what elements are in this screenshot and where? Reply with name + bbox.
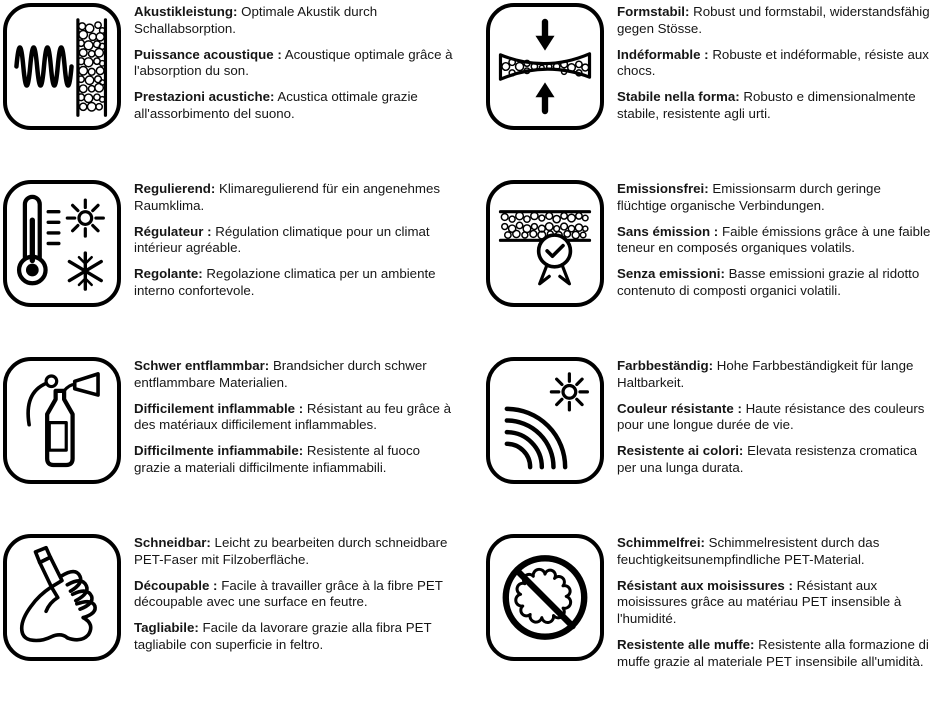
thermometer-sun-snowflake-icon	[9, 186, 115, 301]
feature-text-block	[617, 181, 933, 309]
feature-description-it: Robusto e dimensionalmente stabile, resistente agli urti.	[617, 89, 916, 121]
feature-label-it: Tagliabile:	[134, 620, 199, 636]
feature-description-de: Optimale Akustik durch Schallabsorption.	[134, 4, 378, 36]
feature-label-de: Schneidbar:	[134, 535, 211, 550]
feature-paragraph-it	[617, 266, 933, 300]
icon-tile	[486, 357, 604, 484]
feature-card-emission-free	[471, 180, 936, 357]
feature-description-de: Hohe Farbbeständigkeit für lange Haltbarkeit.	[617, 358, 914, 390]
icon-tile	[486, 3, 604, 130]
fire-extinguisher-icon	[9, 363, 115, 478]
feature-text-block	[617, 358, 933, 486]
feature-label-de: Schwer entflammbar:	[134, 358, 270, 373]
feature-paragraph-it	[617, 637, 933, 671]
feature-paragraph-fr	[134, 578, 456, 612]
feature-description-fr: Haute résistance des couleurs pour une longue durée de vie.	[617, 400, 925, 433]
feature-paragraph-fr	[617, 401, 933, 435]
icon-tile	[3, 3, 121, 130]
feature-description-de: Brandsicher durch schwer entflammbare Materialien.	[134, 358, 427, 390]
feature-paragraph-fr	[134, 47, 456, 81]
compression-arrows-icon	[492, 9, 598, 124]
feature-label-de: Akustikleistung:	[134, 4, 238, 19]
feature-paragraph-de	[134, 358, 456, 392]
feature-text-block	[134, 181, 456, 309]
feature-paragraph-it	[134, 266, 456, 300]
icon-tile	[3, 357, 121, 484]
feature-label-de: Regulierend:	[134, 181, 216, 196]
feature-paragraph-de	[617, 4, 933, 38]
feature-label-it: Senza emissioni:	[617, 266, 725, 282]
feature-description-fr: Résistant aux moisissures grâce au matériau PET insensible à l'humidité.	[617, 577, 902, 627]
feature-label-it: Prestazioni acustiche:	[134, 89, 275, 105]
feature-label-fr: Puissance acoustique :	[134, 46, 282, 62]
rainbow-sun-icon	[492, 363, 598, 478]
feature-description-de: Emissionsarm durch geringe flüchtige organische Verbindungen.	[617, 181, 881, 213]
feature-description-it: Elevata resistenza cromatica per una lunga durata.	[617, 443, 918, 475]
feature-card-climate-regulating	[3, 180, 471, 357]
feature-paragraph-fr	[617, 224, 933, 258]
feature-label-it: Stabile nella forma:	[617, 89, 740, 105]
feature-label-fr: Résistant aux moisissures :	[617, 577, 793, 593]
feature-description-de: Leicht zu bearbeiten durch schneidbare PET-Faser mit Filzoberfläche.	[134, 535, 448, 567]
feature-label-de: Formstabil:	[617, 4, 690, 19]
feature-paragraph-it	[134, 443, 456, 477]
feature-text-block	[134, 358, 456, 486]
feature-paragraph-fr	[617, 578, 933, 628]
feature-paragraph-de	[134, 181, 456, 215]
feature-paragraph-fr	[134, 224, 456, 258]
hand-cutter-icon	[9, 540, 115, 655]
feature-paragraph-de	[617, 181, 933, 215]
feature-paragraph-fr	[134, 401, 456, 435]
feature-text-block	[134, 4, 456, 132]
feature-label-fr: Régulateur :	[134, 223, 212, 239]
feature-card-flame-retardant	[3, 357, 471, 534]
feature-label-it: Resistente alle muffe:	[617, 636, 755, 652]
feature-paragraph-de	[617, 358, 933, 392]
feature-description-fr: Facile à travailler grâce à la fibre PET découpable avec une surface en feutre.	[134, 577, 443, 610]
feature-text-block	[617, 4, 933, 132]
feature-description-it: Facile da lavorare grazie alla fibra PET tagliabile con superficie in feltro.	[134, 620, 432, 652]
feature-label-de: Schimmelfrei:	[617, 535, 705, 550]
feature-label-de: Farbbeständig:	[617, 358, 714, 373]
feature-paragraph-it	[134, 620, 456, 654]
feature-description-fr: Robuste et indéformable, résiste aux chocs.	[617, 46, 929, 79]
icon-tile	[486, 180, 604, 307]
feature-text-block	[134, 535, 456, 663]
feature-paragraph-de	[617, 535, 933, 569]
feature-text-block	[617, 535, 933, 680]
feature-card-color-fast	[471, 357, 936, 534]
feature-card-mold-resistant	[471, 534, 936, 711]
feature-description-de: Schimmelresistent durch das feuchtigkeitsunempfindliche PET-Material.	[617, 535, 880, 567]
feature-description-de: Robust und formstabil, widerstandsfähig gegen Stösse.	[617, 4, 930, 36]
feature-paragraph-de	[134, 535, 456, 569]
no-mold-icon	[492, 540, 598, 655]
feature-label-fr: Couleur résistante :	[617, 400, 742, 416]
feature-label-fr: Difficilement inflammable :	[134, 400, 304, 416]
feature-label-fr: Découpable :	[134, 577, 218, 593]
feature-description-it: Resistente al fuoco grazie a materiali difficilmente infiammabili.	[134, 443, 420, 475]
feature-description-it: Basse emissioni grazie al ridotto contenuto di composti organici volatili.	[617, 266, 920, 298]
feature-description-fr: Résistant au feu grâce à des matériaux difficilement inflammables.	[134, 400, 452, 433]
feature-label-it: Regolante:	[134, 266, 203, 282]
feature-description-fr: Faible émissions grâce à une faible teneur en composés organiques volatils.	[617, 223, 931, 256]
feature-card-acoustic	[3, 3, 471, 180]
feature-paragraph-it	[617, 443, 933, 477]
icon-tile	[486, 534, 604, 661]
feature-description-it: Acustica ottimale grazie all'assorbimento del suono.	[134, 89, 418, 121]
feature-label-de: Emissionsfrei:	[617, 181, 709, 196]
icon-tile	[3, 534, 121, 661]
feature-paragraph-de	[134, 4, 456, 38]
feature-description-fr: Régulation climatique pour un climat intérieur agréable.	[134, 223, 430, 256]
feature-label-it: Resistente ai colori:	[617, 443, 744, 459]
feature-description-it: Resistente alla formazione di muffe grazie al materiale PET insensibile all'umidità.	[617, 636, 929, 669]
feature-label-it: Difficilmente infiammabile:	[134, 443, 304, 459]
feature-paragraph-it	[134, 89, 456, 123]
sound-absorption-icon	[9, 9, 115, 124]
feature-label-fr: Sans émission :	[617, 223, 719, 239]
feature-description-fr: Acoustique optimale grâce à l'absorption du son.	[134, 46, 453, 79]
feature-card-form-stability	[471, 3, 936, 180]
icon-tile	[3, 180, 121, 307]
feature-paragraph-it	[617, 89, 933, 123]
feature-paragraph-fr	[617, 47, 933, 81]
feature-description-de: Klimaregulierend für ein angenehmes Raumklima.	[134, 181, 440, 213]
certified-low-emission-icon	[492, 186, 598, 301]
feature-card-cuttable	[3, 534, 471, 711]
feature-label-fr: Indéformable :	[617, 46, 709, 62]
feature-description-it: Regolazione climatica per un ambiente interno confortevole.	[134, 266, 436, 298]
